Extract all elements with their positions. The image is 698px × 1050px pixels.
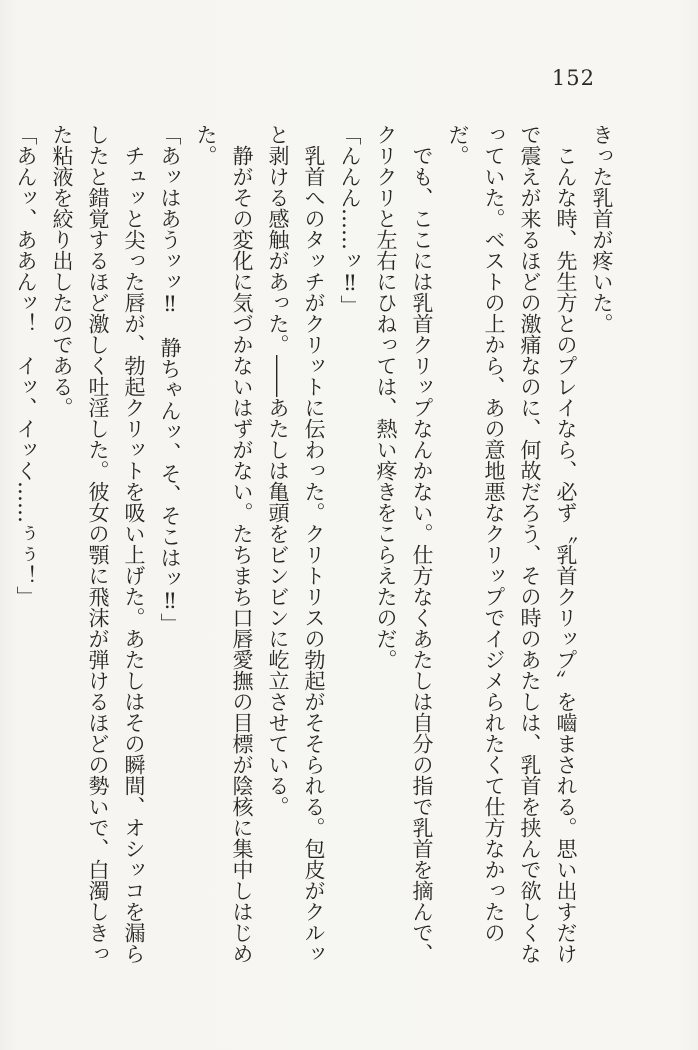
paragraph: チュッと尖った唇が、勃起クリットを吸い上げた。あたしはその瞬間、オシッコを漏らしたと錯覚するほど激しく吐淫した。彼女の顎に飛沫が弾けるほどの勢いで、白濁しきった粘液を絞り出したのである。 [50, 124, 146, 964]
paragraph: 静がその変化に気づかないはずがない。たちまち口唇愛撫の目標が陰核に集中しはじめた。 [194, 124, 254, 964]
paragraph: きった乳首が疼いた。 [590, 124, 614, 334]
page-number: 152 [551, 66, 595, 90]
dialogue-paragraph: 「あッはあうッッ‼ 静ちゃんッ、そ、そこはッ‼」 [158, 124, 182, 634]
paragraph: 乳首へのタッチがクリットに伝わった。クリトリスの勃起がそそられる。包皮がクルッと剥ける感触があった。――あたしは亀頭をビンビンに屹立させている。 [266, 124, 326, 964]
paragraph: こんな時、先生方とのプレイなら、必ず〝乳首クリップ〟を嚙まされる。思い出すだけで震えが来るほどの激痛なのに、何故だろう、その時のあたしは、乳首を挟んで欲しくなっていた。ベストの上から、あの意地悪なクリップでイジメられたくて仕方なかったのだ。 [446, 124, 578, 964]
dialogue-paragraph: 「あんッ、ああんッ！ イッ、イッく……ぅぅ！」 [14, 124, 38, 607]
dialogue-paragraph: 「んんん……ッ‼」 [338, 124, 362, 316]
text-block [8, 124, 620, 968]
paragraph: でも、ここには乳首クリップなんかない。仕方なくあたしは自分の指で乳首を摘んで、クリクリと左右にひねっては、熱い疼きをこらえたのだ。 [374, 124, 434, 964]
